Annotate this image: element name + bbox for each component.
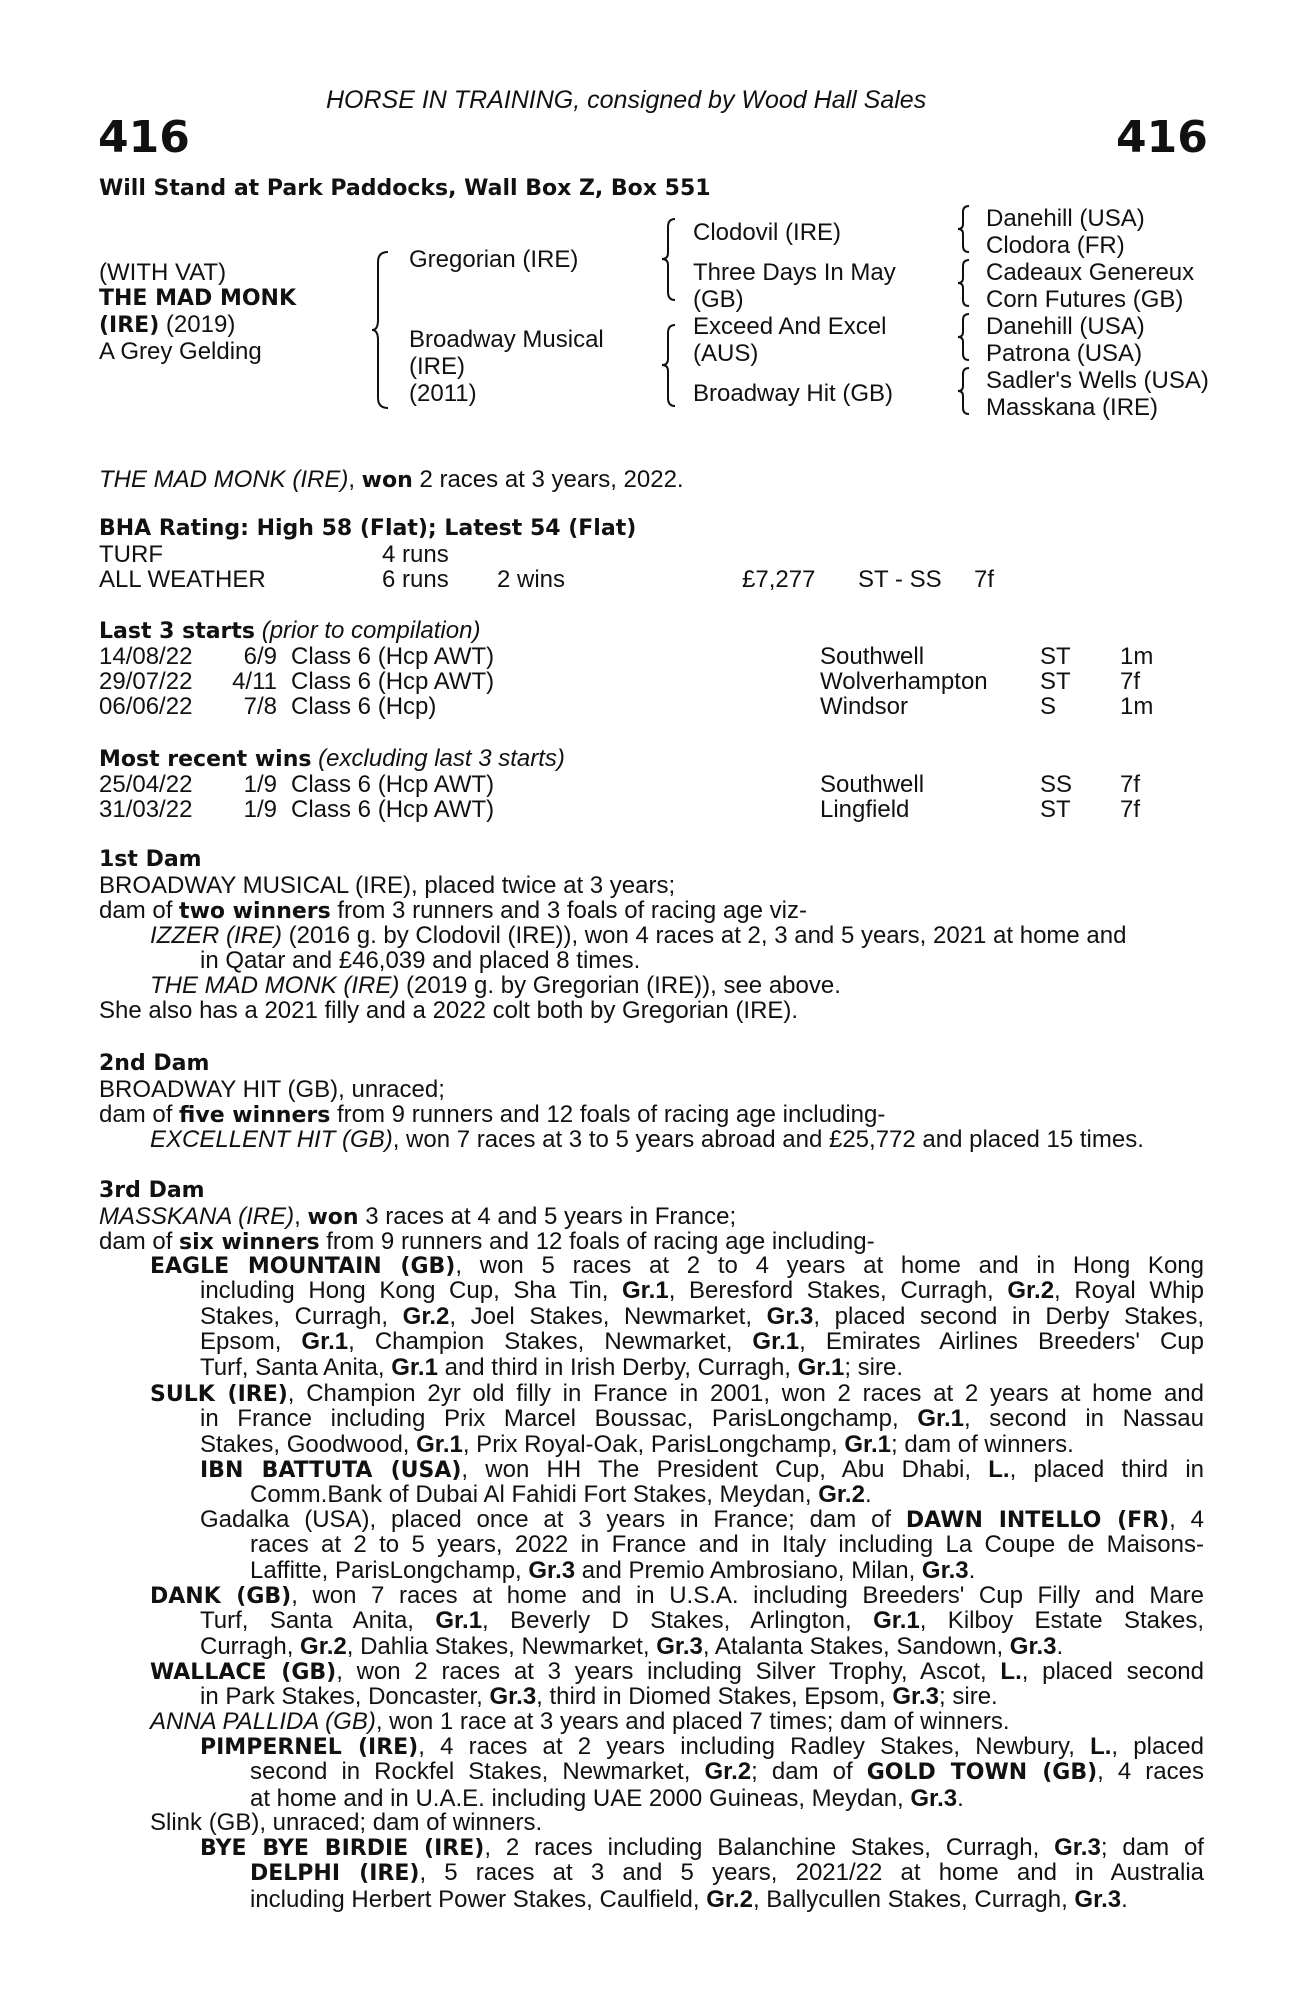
bye-bye-birdie-entry [200, 1835, 1204, 1862]
text-span: . [1121, 1885, 1128, 1913]
pedigree-brace-g3 [956, 312, 972, 362]
race-course: Wolverhampton [820, 668, 988, 695]
winners-count: two winners [179, 899, 331, 924]
sire-dam-line2: (GB) [693, 286, 744, 313]
dam-sire-line1: Exceed And Excel [693, 313, 887, 340]
izzer-line [150, 923, 1126, 948]
text-line [150, 1583, 1204, 1610]
text-span: ; dam of [1100, 1834, 1204, 1861]
sulk-name: SULK (IRE) [150, 1382, 288, 1407]
grandparent-5: Danehill (USA) [986, 313, 1145, 340]
text-span: , Prix Royal-Oak, ParisLongchamp, [462, 1430, 845, 1458]
grade: Gr.1 [797, 1353, 845, 1381]
text-line [200, 1304, 1204, 1330]
text-line [250, 1759, 1204, 1786]
grade: Gr.3 [1054, 1834, 1101, 1861]
text-line [200, 1634, 1204, 1660]
sire-sire: Clodovil (IRE) [693, 219, 842, 246]
text-span: , won 7 races at home and in U.S.A. including Breeders' Cup Filly and Mare [291, 1582, 1205, 1609]
text-line [200, 1734, 1204, 1761]
winners-count: five winners [179, 1103, 331, 1128]
text-span: , Royal Whip [1054, 1277, 1205, 1304]
listed-mark: L. [988, 1456, 1010, 1483]
text-span: . [968, 1556, 976, 1584]
lot-number-left: 416 [98, 112, 190, 163]
text-span: , won 5 races at 2 to 4 years at home and in Hong Kong [455, 1252, 1204, 1279]
rating-surface: TURF [99, 541, 163, 568]
horse-year: (2019) [159, 311, 236, 338]
ibn-battuta-name: IBN BATTUTA (USA) [200, 1458, 462, 1483]
text-span: Slink (GB), unraced; dam of winners. [150, 1809, 543, 1836]
race-course: Lingfield [820, 796, 910, 823]
text-span: including Herbert Power Stakes, Caulfield, [250, 1885, 707, 1913]
text-span: , placed third in [1009, 1456, 1204, 1483]
text-span: Epsom, [200, 1328, 302, 1355]
sulk-entry [150, 1381, 1204, 1408]
pedigree-brace-sire [660, 217, 678, 302]
grade: Gr.1 [301, 1328, 349, 1355]
won-label: won [307, 1205, 359, 1230]
ibn-battuta-entry [200, 1457, 1204, 1484]
race-distance: 7f [1120, 771, 1141, 798]
last3-note: (prior to compilation) [255, 617, 481, 644]
lot-number-right: 416 [1116, 112, 1208, 163]
text-span: , Champion 2yr old filly in France in 2001, won 2 races at 2 years at home and [287, 1380, 1204, 1407]
first-dam-produce-line [99, 898, 807, 924]
slink-entry [150, 1810, 1204, 1836]
grandparent-2: Clodora (FR) [986, 232, 1125, 259]
vat-label: (WITH VAT) [99, 259, 227, 286]
text-span: dam of [99, 1101, 180, 1128]
excellent-hit-line [150, 1127, 1144, 1152]
third-dam-heading: 3rd Dam [99, 1178, 205, 1203]
grade: Gr.2 [818, 1481, 865, 1508]
grandparent-3: Cadeaux Genereux [986, 259, 1195, 286]
race-summary: THE MAD MONK (IRE), won 2 races at 3 years, 2022. [99, 466, 684, 493]
wallace-entry [150, 1659, 1204, 1686]
rating-surface: ALL WEATHER [99, 566, 266, 593]
grade: Gr.1 [435, 1607, 483, 1634]
horse-name: THE MAD MONK [99, 286, 297, 311]
text-line [200, 1835, 1204, 1862]
rating-distance: 7f [974, 566, 995, 593]
listed-mark: L. [1000, 1658, 1022, 1685]
third-dam-line [99, 1204, 736, 1230]
gadalka-entry [200, 1507, 1204, 1534]
eagle-mountain-entry [150, 1253, 1204, 1280]
text-line [150, 1659, 1204, 1686]
race-course: Southwell [820, 771, 925, 798]
anna-pallida-entry [150, 1709, 1204, 1735]
text-line [150, 1253, 1204, 1280]
race-position: 1/9 [243, 796, 277, 823]
text-span: from 9 runners and 12 foals of racing age including- [330, 1101, 886, 1128]
text-span: 3 races at 4 and 5 years in France; [358, 1203, 737, 1230]
text-span: . [957, 1784, 964, 1812]
race-class: Class 6 (Hcp AWT) [291, 796, 495, 823]
text-span: , placed [1111, 1733, 1204, 1760]
race-date: 06/06/22 [99, 693, 193, 720]
pedigree-brace-dam [660, 323, 678, 408]
dawn-intello-name: DAWN INTELLO (FR) [905, 1508, 1170, 1533]
izzer-line2: in Qatar and £46,039 and placed 8 times. [200, 947, 641, 974]
grade: Gr.3 [1009, 1632, 1057, 1660]
text-span: ; sire. [939, 1683, 998, 1710]
race-course: Southwell [820, 643, 925, 670]
dam-name-line2: (IRE) [409, 353, 465, 380]
text-span: including Hong Kong Cup, Sha Tin, [200, 1277, 622, 1304]
text-span: dam of [99, 897, 180, 924]
sire-name: Gregorian (IRE) [409, 246, 579, 273]
race-surface: S [1040, 693, 1057, 720]
race-class: Class 6 (Hcp) [291, 693, 437, 720]
second-dam-produce-line [99, 1102, 885, 1128]
text-span: , 5 races at 3 and 5 years, 2021/22 at home and in Australia [419, 1859, 1204, 1886]
text-line [250, 1558, 1204, 1584]
dam-sire-line2: (AUS) [693, 340, 759, 367]
race-distance: 1m [1120, 643, 1154, 670]
text-span: Turf, Santa Anita, [200, 1607, 436, 1634]
text-line [200, 1406, 1204, 1432]
grade: Gr.1 [917, 1405, 965, 1432]
text-line [200, 1278, 1204, 1304]
text-span: second in Rockfel Stakes, Newmarket, [250, 1758, 705, 1785]
race-class: Class 6 (Hcp AWT) [291, 668, 495, 695]
horse-description: A Grey Gelding [99, 338, 262, 365]
gold-town-name: GOLD TOWN (GB) [866, 1760, 1098, 1785]
text-span: , second in Nassau [964, 1405, 1204, 1432]
text-line [200, 1355, 1204, 1381]
race-distance: 7f [1120, 796, 1141, 823]
eagle-mountain-name: EAGLE MOUNTAIN (GB) [150, 1254, 456, 1279]
pedigree-brace-g1 [956, 204, 972, 254]
rating-track: ST - SS [858, 566, 942, 593]
race-surface: SS [1040, 771, 1073, 798]
rating-runs: 6 runs [382, 566, 449, 593]
grandparent-6: Patrona (USA) [986, 340, 1143, 367]
sire-dam-line1: Three Days In May [693, 259, 896, 286]
race-position: 6/9 [243, 643, 277, 670]
pimpernel-cont [250, 1759, 1204, 1811]
race-surface: ST [1040, 643, 1071, 670]
recent-note: (excluding last 3 starts) [311, 745, 565, 772]
text-line [250, 1482, 1204, 1508]
rating-prize: £7,277 [742, 566, 816, 593]
dank-entry [150, 1583, 1204, 1610]
text-span: (2016 g. by Clodovil (IRE)), won 4 races at 2, 3 and 5 years, 2021 at home and [282, 922, 1127, 949]
grade: Gr.2 [704, 1758, 752, 1785]
izzer-name: IZZER (IRE) [150, 922, 282, 949]
race-position: 1/9 [243, 771, 277, 798]
pimpernel-entry [200, 1734, 1204, 1761]
grandparent-1: Danehill (USA) [986, 205, 1145, 232]
grade: Gr.3 [1074, 1885, 1122, 1913]
text-line [200, 1457, 1204, 1484]
text-span: and Premio Ambrosiano, Milan, [575, 1556, 922, 1584]
text-line [250, 1887, 1204, 1913]
text-line [150, 1810, 1204, 1836]
winners-count: six winners [179, 1230, 320, 1255]
text-span: . [1056, 1632, 1064, 1660]
text-span: , Ballycullen Stakes, Curragh, [752, 1885, 1075, 1913]
text-span: , Beresford Stakes, Curragh, [668, 1277, 1008, 1304]
mad-monk-name: THE MAD MONK (IRE) [150, 972, 400, 999]
grade: Gr.1 [844, 1430, 892, 1458]
listed-mark: L. [1090, 1733, 1112, 1760]
text-line [150, 1709, 1204, 1735]
text-span: , Emirates Airlines Breeders' Cup [799, 1328, 1204, 1355]
sulk-cont [200, 1406, 1204, 1457]
grade: Gr.1 [416, 1430, 463, 1458]
text-line [250, 1860, 1204, 1887]
race-date: 29/07/22 [99, 668, 193, 695]
text-span: Curragh, [200, 1632, 301, 1660]
grade: Gr.2 [1007, 1277, 1055, 1304]
text-span: , Beverly D Stakes, Arlington, [482, 1607, 874, 1634]
dank-cont [200, 1608, 1204, 1659]
text-span: , Atalanta Stakes, Sandown, [702, 1632, 1010, 1660]
text-span: Turf, Santa Anita, [200, 1353, 392, 1381]
grandparent-4: Corn Futures (GB) [986, 286, 1184, 313]
pedigree-brace-g2 [956, 258, 972, 308]
pedigree-brace-g4 [956, 366, 972, 416]
recent-heading [99, 746, 565, 772]
pedigree-brace-main [370, 250, 392, 410]
race-surface: ST [1040, 796, 1071, 823]
grade: Gr.3 [910, 1784, 958, 1812]
stand-location: Will Stand at Park Paddocks, Wall Box Z, Box 551 [99, 176, 711, 201]
bye-bye-birdie-cont [250, 1860, 1204, 1912]
race-class: Class 6 (Hcp AWT) [291, 771, 495, 798]
text-span: in Park Stakes, Doncaster, [200, 1683, 490, 1710]
excellent-hit-name: EXCELLENT HIT (GB) [150, 1126, 393, 1153]
last3-title: Last 3 starts [99, 619, 256, 644]
text-span: ; dam of winners. [891, 1430, 1074, 1458]
eagle-mountain-cont [200, 1278, 1204, 1380]
text-span: ; sire. [844, 1353, 904, 1381]
grade: Gr.3 [766, 1302, 814, 1330]
race-date: 14/08/22 [99, 643, 193, 670]
grandparent-8: Masskana (IRE) [986, 394, 1159, 421]
grade: Gr.2 [402, 1302, 450, 1330]
recent-title: Most recent wins [99, 747, 312, 772]
race-position: 7/8 [243, 693, 277, 720]
text-span: Laffitte, ParisLongchamp, [250, 1556, 529, 1584]
gadalka-cont [250, 1532, 1204, 1583]
bye-bye-birdie-name: BYE BYE BIRDIE (IRE) [200, 1836, 485, 1861]
race-course: Windsor [820, 693, 909, 720]
pimpernel-name: PIMPERNEL (IRE) [200, 1735, 419, 1760]
text-span: , 4 [1169, 1506, 1205, 1533]
text-line [200, 1432, 1204, 1458]
text-span: , 4 races at 2 years including Radley Stakes, Newbury, [418, 1733, 1091, 1760]
race-surface: ST [1040, 668, 1071, 695]
text-span: from 9 runners and 12 foals of racing age including- [319, 1228, 875, 1255]
anna-pallida-name: ANNA PALLIDA (GB) [150, 1708, 376, 1735]
race-distance: 7f [1120, 668, 1141, 695]
text-line [150, 1381, 1204, 1408]
text-span: , placed second in Derby Stakes, [813, 1302, 1205, 1330]
text-span: , won 1 race at 3 years and placed 7 times; dam of winners. [375, 1708, 1010, 1735]
first-dam-line: BROADWAY MUSICAL (IRE), placed twice at 3 years; [99, 872, 676, 899]
text-span: from 3 runners and 3 foals of racing age viz- [330, 897, 807, 924]
second-dam-line: BROADWAY HIT (GB), unraced; [99, 1076, 445, 1103]
race-distance: 1m [1120, 693, 1154, 720]
text-span: , won HH The President Cup, Abu Dhabi, [461, 1456, 989, 1483]
text-span: , Dahlia Stakes, Newmarket, [346, 1632, 657, 1660]
text-line [200, 1608, 1204, 1634]
grade: Gr.3 [489, 1683, 537, 1710]
text-line [200, 1329, 1204, 1355]
race-class: Class 6 (Hcp AWT) [291, 643, 495, 670]
last3-heading [99, 618, 480, 644]
dam-dam: Broadway Hit (GB) [693, 380, 894, 407]
summary-rest: 2 races at 3 years, 2022. [412, 466, 684, 493]
text-span: , third in Diomed Stakes, Epsom, [536, 1683, 893, 1710]
text-span: races at 2 to 5 years, 2022 in France and in Italy including La Coupe de Maisons- [250, 1531, 1204, 1558]
second-dam-heading: 2nd Dam [99, 1051, 210, 1076]
consignment-line: HORSE IN TRAINING, consigned by Wood Hall Sales [326, 86, 927, 114]
text-span: Stakes, Curragh, [200, 1302, 403, 1330]
text-line [200, 1684, 1204, 1710]
bha-rating-title: BHA Rating: High 58 (Flat); Latest 54 (Flat) [99, 516, 637, 541]
grade: Gr.1 [752, 1328, 800, 1355]
rating-wins: 2 wins [497, 566, 566, 593]
text-span: Stakes, Goodwood, [200, 1430, 417, 1458]
grade: Gr.1 [622, 1277, 669, 1304]
rating-runs: 4 runs [382, 541, 449, 568]
grade: Gr.3 [892, 1683, 940, 1710]
text-span: in France including Prix Marcel Boussac, ParisLongchamp, [200, 1405, 918, 1432]
grade: Gr.1 [873, 1607, 920, 1634]
race-date: 31/03/22 [99, 796, 193, 823]
text-span: , [294, 1203, 308, 1230]
text-line [250, 1786, 1204, 1812]
wallace-name: WALLACE (GB) [150, 1660, 337, 1685]
dank-name: DANK (GB) [150, 1584, 292, 1609]
summary-won: won [361, 468, 413, 493]
text-span: , 4 races [1097, 1758, 1204, 1785]
dam-foaled: (2011) [409, 380, 477, 407]
text-span: , won 7 races at 3 to 5 years abroad and £25,772 and placed 15 times. [392, 1126, 1144, 1153]
summary-horse-name: THE MAD MONK (IRE) [99, 466, 349, 493]
race-position: 4/11 [232, 668, 277, 695]
text-span: dam of [99, 1228, 180, 1255]
wallace-cont [200, 1684, 1204, 1710]
text-span: at home and in U.A.E. including UAE 2000 Guineas, Meydan, [250, 1784, 911, 1812]
text-line [250, 1532, 1204, 1558]
text-span: and third in Irish Derby, Curragh, [437, 1353, 798, 1381]
text-span: ; dam of [751, 1758, 867, 1785]
grade: Gr.1 [391, 1353, 438, 1381]
text-span: , won 2 races at 3 years including Silver Trophy, Ascot, [336, 1658, 1001, 1685]
text-span: Gadalka (USA), placed once at 3 years in France; dam of [200, 1506, 906, 1533]
horse-name-line2 [99, 312, 235, 338]
text-line [200, 1507, 1204, 1534]
text-span: , 2 races including Balanchine Stakes, Curragh, [484, 1834, 1055, 1861]
grade: Gr.2 [300, 1632, 347, 1660]
ibn-battuta-cont [250, 1482, 1204, 1508]
horse-suffix: (IRE) [99, 313, 160, 338]
first-dam-heading: 1st Dam [99, 847, 202, 872]
text-span: , Champion Stakes, Newmarket, [348, 1328, 753, 1355]
grade: Gr.3 [656, 1632, 703, 1660]
text-span: Comm.Bank of Dubai Al Fahidi Fort Stakes, Meydan, [250, 1481, 819, 1508]
first-dam-note: She also has a 2021 filly and a 2022 colt both by Gregorian (IRE). [99, 997, 799, 1024]
grade: Gr.3 [921, 1556, 969, 1584]
text-span: , Joel Stakes, Newmarket, [449, 1302, 767, 1330]
delphi-name: DELPHI (IRE) [250, 1861, 420, 1886]
text-span: , Kilboy Estate Stakes, [919, 1607, 1205, 1634]
grade: Gr.3 [528, 1556, 576, 1584]
race-date: 25/04/22 [99, 771, 193, 798]
grandparent-7: Sadler's Wells (USA) [986, 367, 1209, 394]
masskana-name: MASSKANA (IRE) [99, 1203, 295, 1230]
grade: Gr.2 [706, 1885, 753, 1913]
dam-name-line1: Broadway Musical [409, 326, 604, 353]
mad-monk-line [150, 973, 841, 998]
text-span: , placed second [1021, 1658, 1204, 1685]
text-span: . [864, 1481, 872, 1508]
text-span: (2019 g. by Gregorian (IRE)), see above. [399, 972, 841, 999]
